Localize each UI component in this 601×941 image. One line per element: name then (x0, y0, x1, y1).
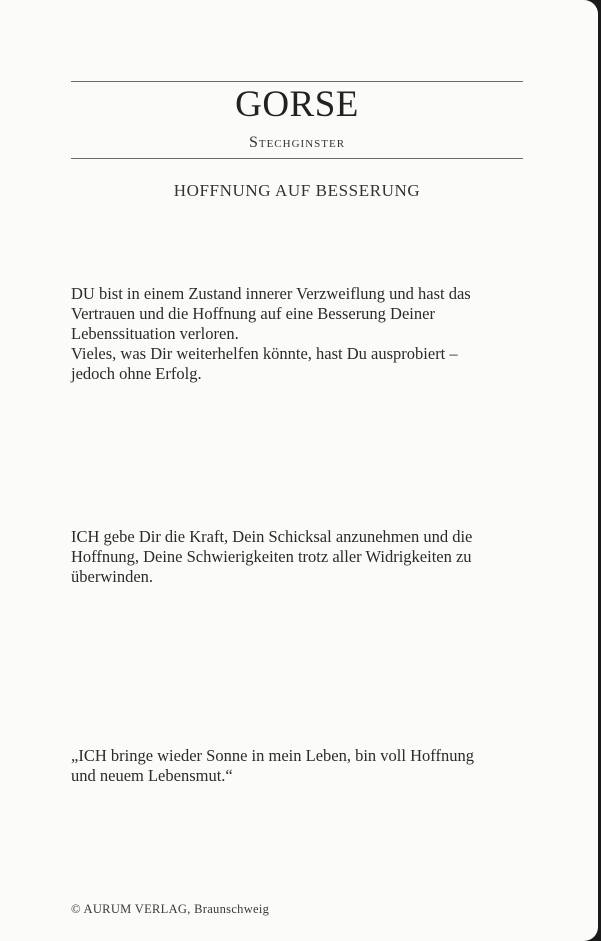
paragraph-ich-line: ICH gebe Dir die Kraft, Dein Schicksal anzunehmen und die (71, 527, 473, 546)
top-divider (71, 81, 523, 82)
card-title: GORSE (235, 84, 359, 125)
paragraph-du-line: jedoch ohne Erfolg. (71, 364, 202, 383)
paragraph-du-line: Vertrauen und die Hoffnung auf eine Besserung Deiner (71, 304, 435, 323)
paragraph-ich-line: überwinden. (71, 567, 154, 586)
card-motto: HOFFNUNG AUF BESSERUNG (173, 181, 421, 200)
bottom-divider (71, 158, 523, 159)
affirmation-line: und neuem Lebensmut.“ (71, 766, 233, 785)
affirmation (71, 746, 541, 786)
publisher-footer: © AURUM VERLAG, Braunschweig (71, 902, 270, 916)
paragraph-du (71, 284, 541, 384)
card-subtitle: Stechginster (248, 134, 346, 151)
affirmation-line: „ICH bringe wieder Sonne in mein Leben, bin voll Hoffnung (71, 746, 474, 765)
paragraph-ich-line: Hoffnung, Deine Schwierigkeiten trotz aller Widrigkeiten zu (71, 547, 472, 566)
paragraph-ich (71, 527, 541, 587)
paragraph-du-line: Lebenssituation verloren. (71, 324, 239, 343)
paragraph-du-line: Vieles, was Dir weiterhelfen könnte, hast Du ausprobiert – (71, 344, 458, 363)
paragraph-du-line: DU bist in einem Zustand innerer Verzweiflung und hast das (71, 284, 471, 303)
